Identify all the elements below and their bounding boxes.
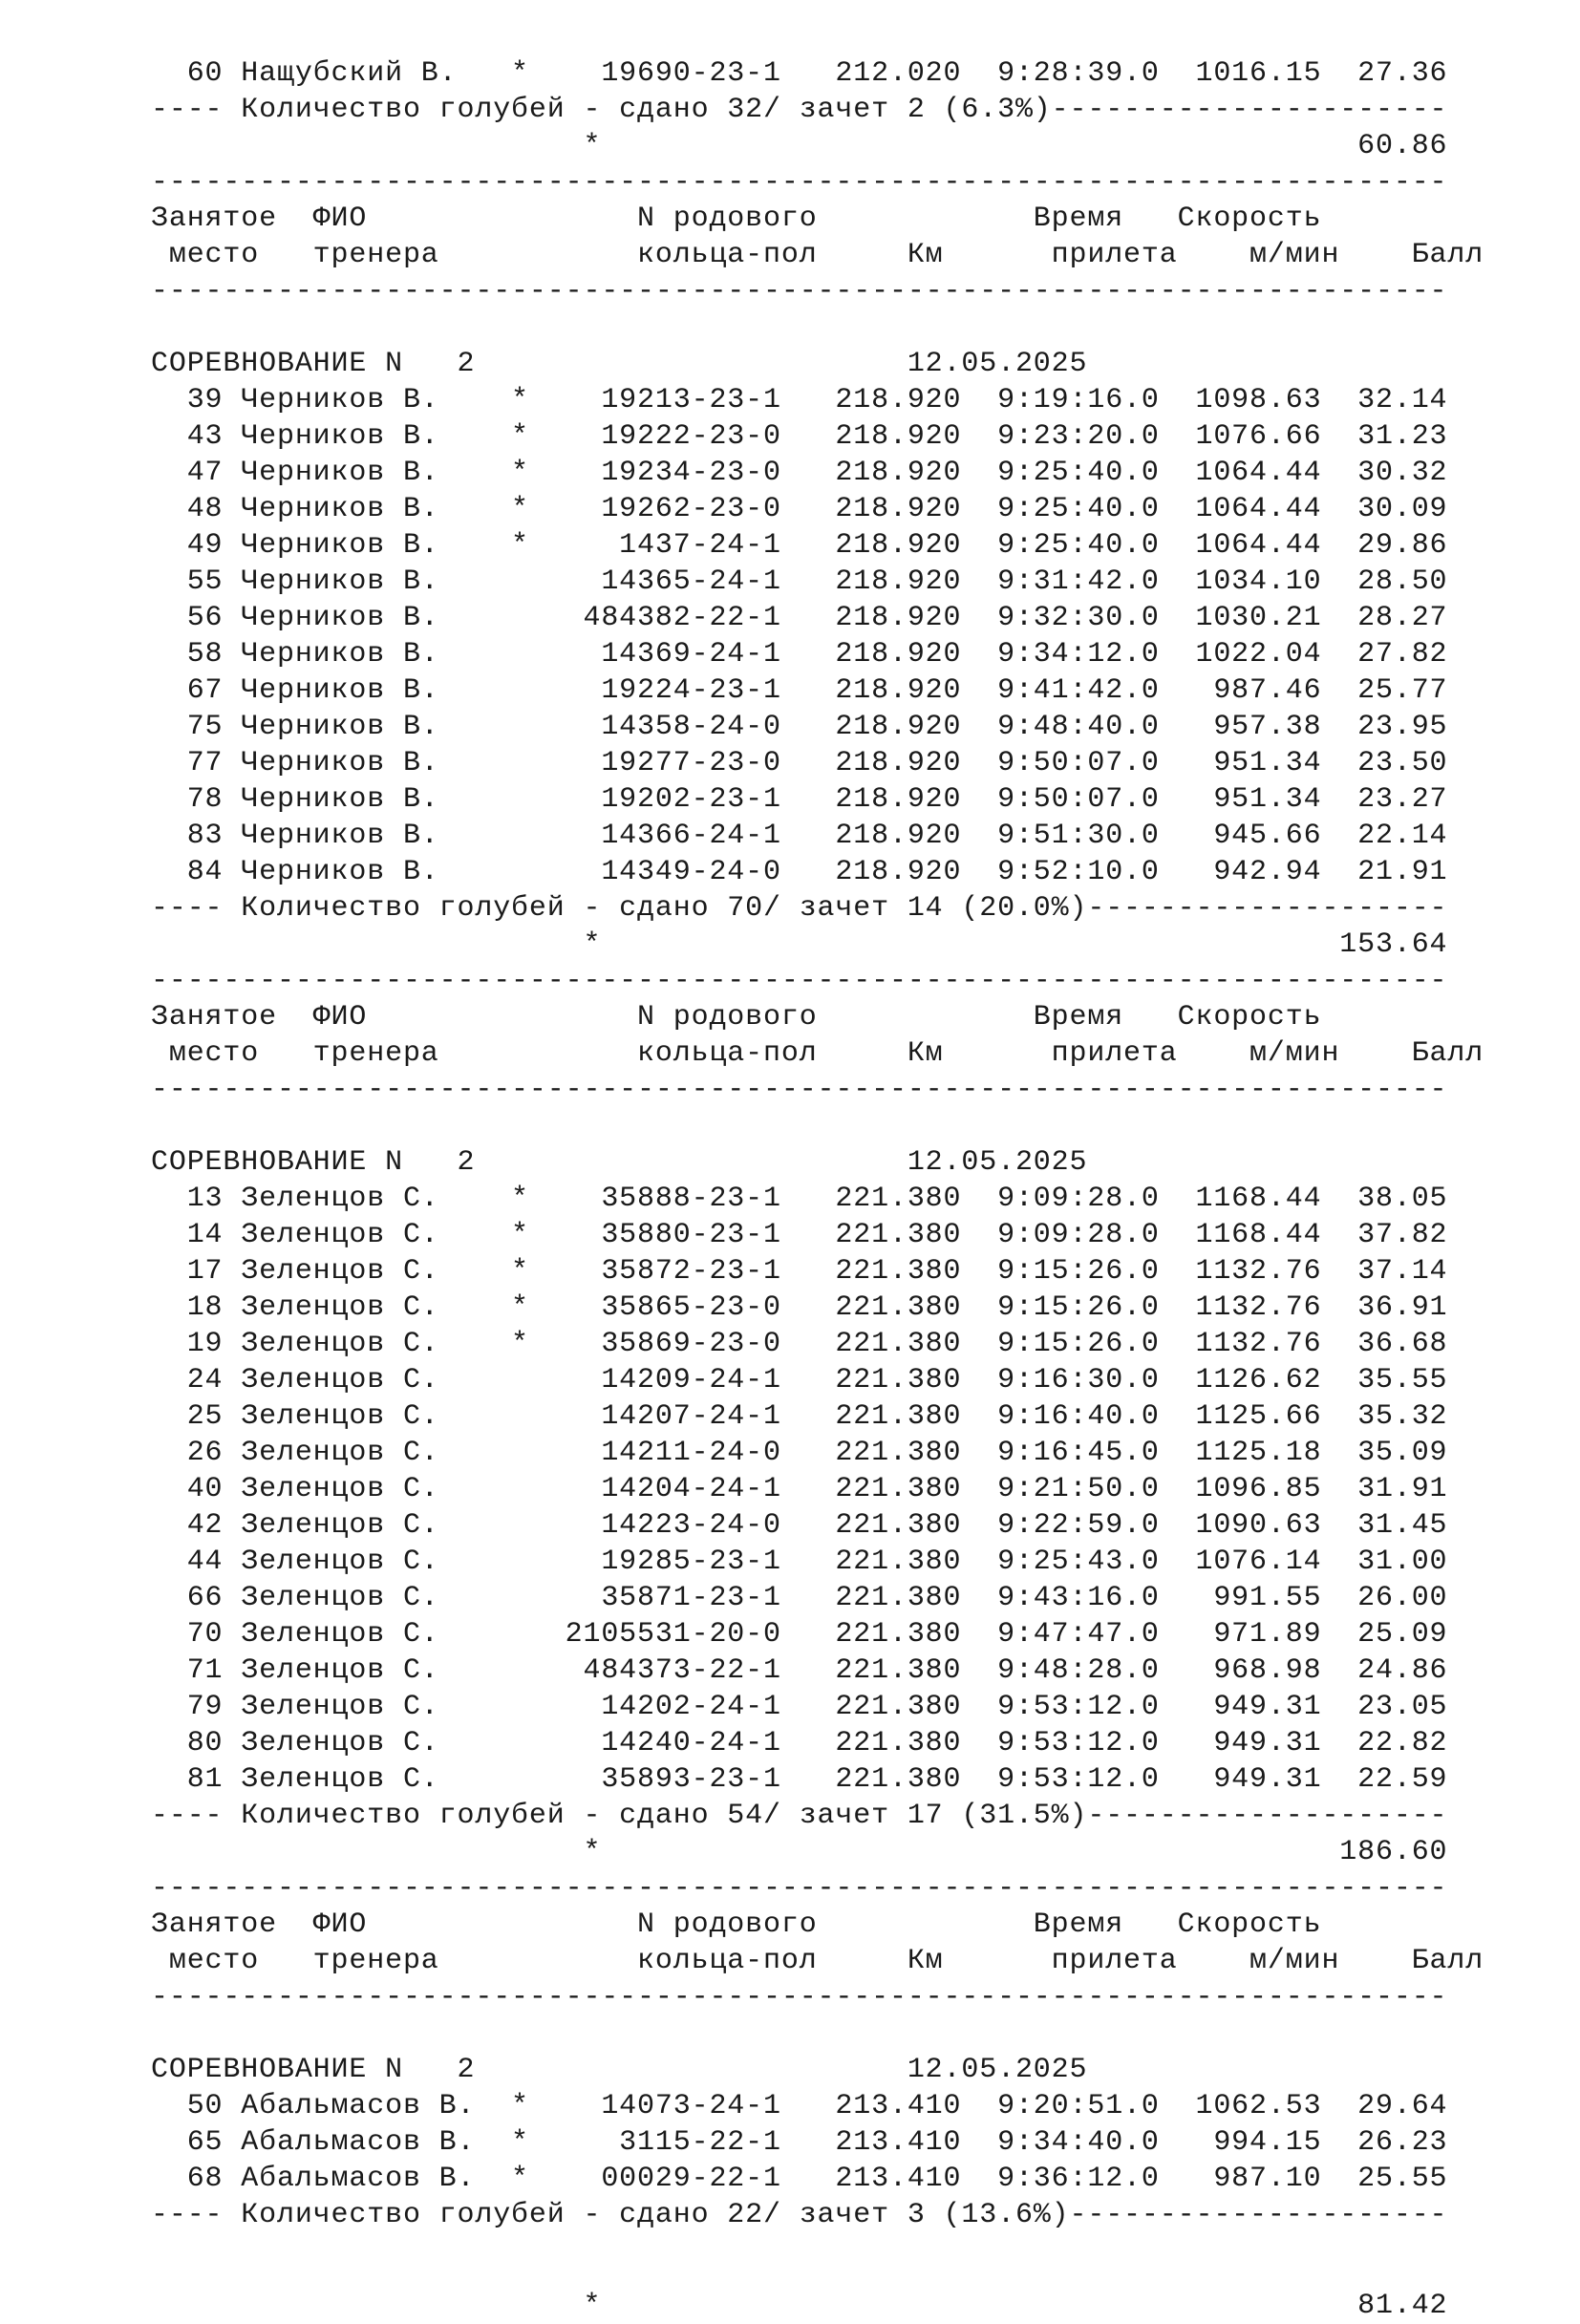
table-row: 84 Черников В. 14349-24-0 218.920 9:52:10.0 942.94 21.91 [151, 856, 1448, 888]
total-line: * 153.64 [151, 928, 1448, 961]
competition-title: СОРЕВНОВАНИЕ N 2 12.05.2025 [151, 1146, 1088, 1179]
table-row: 71 Зеленцов С. 484373-22-1 221.380 9:48:28.0 968.98 24.86 [151, 1654, 1448, 1687]
 [151, 309, 1484, 346]
table-row: 65 Абальмасов В. * 3115-22-1 213.410 9:34:40.0 994.15 26.23 [151, 2126, 1448, 2159]
table-row: 55 Черников В. 14365-24-1 218.920 9:31:42.0 1034.10 28.50 [151, 565, 1448, 598]
table-header: место тренера кольца-пол Км прилета м/мин Балл [151, 1037, 1484, 1070]
table-row: 68 Абальмасов В. * 00029-22-1 213.410 9:36:12.0 987.10 25.55 [151, 2163, 1448, 2195]
total-line: * 81.42 [151, 2290, 1448, 2322]
table-row: 70 Зеленцов С. 2105531-20-0 221.380 9:47:47.0 971.89 25.09 [151, 1618, 1448, 1651]
table-row: 49 Черников В. * 1437-24-1 218.920 9:25:40.0 1064.44 29.86 [151, 529, 1448, 562]
table-row: 83 Черников В. 14366-24-1 218.920 9:51:30.0 945.66 22.14 [151, 820, 1448, 852]
table-row: 43 Черников В. * 19222-23-0 218.920 9:23:20.0 1076.66 31.23 [151, 420, 1448, 453]
table-row: 81 Зеленцов С. 35893-23-1 221.380 9:53:12.0 949.31 22.59 [151, 1763, 1448, 1796]
table-row: 79 Зеленцов С. 14202-24-1 221.380 9:53:12.0 949.31 23.05 [151, 1691, 1448, 1723]
table-row: 25 Зеленцов С. 14207-24-1 221.380 9:16:40.0 1125.66 35.32 [151, 1400, 1448, 1433]
table-row: 60 Нащубский В. * 19690-23-1 212.020 9:28:39.0 1016.15 27.36 [151, 57, 1448, 90]
table-row: 18 Зеленцов С. * 35865-23-0 221.380 9:15:26.0 1132.76 36.91 [151, 1291, 1448, 1324]
table-row: 44 Зеленцов С. 19285-23-1 221.380 9:25:43.0 1076.14 31.00 [151, 1546, 1448, 1578]
table-row: 75 Черников В. 14358-24-0 218.920 9:48:40.0 957.38 23.95 [151, 711, 1448, 743]
table-row: 66 Зеленцов С. 35871-23-1 221.380 9:43:16.0 991.55 26.00 [151, 1582, 1448, 1614]
table-header: Занятое ФИО N родового Время Скорость [151, 1001, 1322, 1034]
 [151, 2015, 1484, 2052]
table-row: 50 Абальмасов В. * 14073-24-1 213.410 9:20:51.0 1062.53 29.64 [151, 2090, 1448, 2122]
competition-title: СОРЕВНОВАНИЕ N 2 12.05.2025 [151, 348, 1088, 380]
results-report [151, 55, 1484, 2324]
summary-line: ---- Количество голубей - сдано 54/ зачет 17 (31.5%)-------------------- [151, 1800, 1448, 1832]
table-row: 13 Зеленцов С. * 35888-23-1 221.380 9:09:28.0 1168.44 38.05 [151, 1183, 1448, 1215]
total-line: * 186.60 [151, 1836, 1448, 1868]
separator: ------------------------------------------------------------------------ [151, 1872, 1448, 1905]
table-row: 56 Черников В. 484382-22-1 218.920 9:32:30.0 1030.21 28.27 [151, 602, 1448, 634]
table-row: 47 Черников В. * 19234-23-0 218.920 9:25:40.0 1064.44 30.32 [151, 457, 1448, 489]
table-header: место тренера кольца-пол Км прилета м/мин Балл [151, 239, 1484, 271]
table-header: Занятое ФИО N родового Время Скорость [151, 1908, 1322, 1941]
table-row: 48 Черников В. * 19262-23-0 218.920 9:25:40.0 1064.44 30.09 [151, 493, 1448, 525]
competition-title: СОРЕВНОВАНИЕ N 2 12.05.2025 [151, 2054, 1088, 2086]
table-row: 24 Зеленцов С. 14209-24-1 221.380 9:16:30.0 1126.62 35.55 [151, 1364, 1448, 1397]
separator: ------------------------------------------------------------------------ [151, 275, 1448, 308]
summary-line: ---- Количество голубей - сдано 70/ зачет 14 (20.0%)-------------------- [151, 892, 1448, 925]
separator: ------------------------------------------------------------------------ [151, 166, 1448, 199]
table-row: 19 Зеленцов С. * 35869-23-0 221.380 9:15:26.0 1132.76 36.68 [151, 1328, 1448, 1360]
table-row: 14 Зеленцов С. * 35880-23-1 221.380 9:09:28.0 1168.44 37.82 [151, 1219, 1448, 1251]
table-row: 39 Черников В. * 19213-23-1 218.920 9:19:16.0 1098.63 32.14 [151, 384, 1448, 416]
spacer [151, 2233, 1484, 2288]
table-header: Занятое ФИО N родового Время Скорость [151, 203, 1322, 235]
separator: ------------------------------------------------------------------------ [151, 965, 1448, 997]
separator: ------------------------------------------------------------------------ [151, 1074, 1448, 1106]
 [151, 1108, 1484, 1144]
total-line: * 60.86 [151, 130, 1448, 162]
summary-line: ---- Количество голубей - сдано 32/ зачет 2 (6.3%)---------------------- [151, 94, 1448, 126]
table-row: 26 Зеленцов С. 14211-24-0 221.380 9:16:45.0 1125.18 35.09 [151, 1437, 1448, 1469]
summary-line: ---- Количество голубей - сдано 22/ зачет 3 (13.6%)--------------------- [151, 2199, 1448, 2231]
separator: ------------------------------------------------------------------------ [151, 1981, 1448, 2014]
table-row: 40 Зеленцов С. 14204-24-1 221.380 9:21:50.0 1096.85 31.91 [151, 1473, 1448, 1505]
table-row: 80 Зеленцов С. 14240-24-1 221.380 9:53:12.0 949.31 22.82 [151, 1727, 1448, 1759]
table-row: 58 Черников В. 14369-24-1 218.920 9:34:12.0 1022.04 27.82 [151, 638, 1448, 671]
table-header: место тренера кольца-пол Км прилета м/мин Балл [151, 1945, 1484, 1977]
table-row: 67 Черников В. 19224-23-1 218.920 9:41:42.0 987.46 25.77 [151, 674, 1448, 707]
table-row: 17 Зеленцов С. * 35872-23-1 221.380 9:15:26.0 1132.76 37.14 [151, 1255, 1448, 1288]
table-row: 77 Черников В. 19277-23-0 218.920 9:50:07.0 951.34 23.50 [151, 747, 1448, 779]
table-row: 78 Черников В. 19202-23-1 218.920 9:50:07.0 951.34 23.27 [151, 783, 1448, 816]
table-row: 42 Зеленцов С. 14223-24-0 221.380 9:22:59.0 1090.63 31.45 [151, 1509, 1448, 1542]
